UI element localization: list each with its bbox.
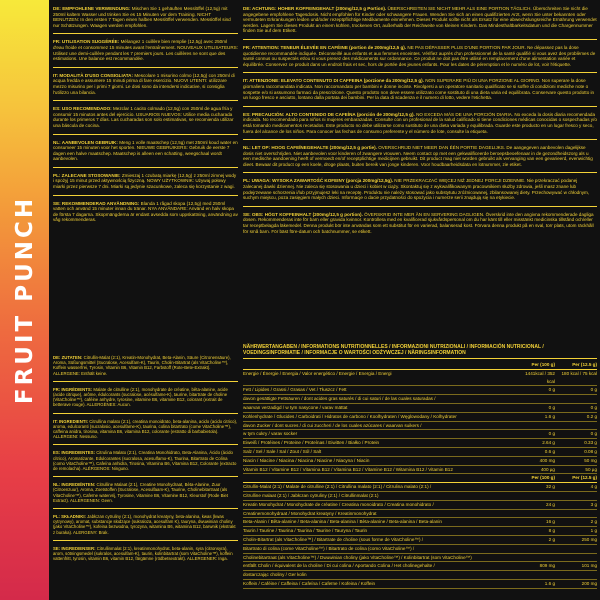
divider [53, 134, 238, 135]
ingredient-heading: FR: INGRÉDIENTS: [53, 386, 93, 392]
value-per-serving: 101 mg [581, 563, 597, 569]
usage-paragraph [53, 106, 238, 128]
divider [53, 381, 238, 382]
warning-paragraph [243, 78, 597, 100]
warning-heading: FR: ATTENTION: TENEUR ÉLEVÉE EN CAFÉINE (portion de 200mg/12,5 g). [243, 44, 407, 50]
nutrition-row [243, 395, 597, 404]
divider [53, 67, 238, 68]
usage-text: Zmieszaj 1 czubatą miarkę (12,5g) z 250ml zimnej wody i spożyj 15 minut przed aktywnością fizyczną. NOWY UŻYTKOWNIK: Używaj połowy miarki przez pierwsze 7 dni. Miarki są jedynie szacunkowe, zaleca się korzystanie z wagi. [53, 172, 237, 190]
ingredient-text: Citrulina Malato (2:1), Creatina Monohidrato, Beta-Alanina, Ácido (ácido cítrico), Aromatizante, Edulcorantes (sucralosa, acesulfamo-K), Taurina, Bitartrato de Colina (como VitaCholine™), Cafeína anhidra, Tirosina, Vitamina B6, Vitamina B12, Colorante (extracto de remolacha). ALÉRGENOS: Ninguno. [53, 450, 237, 472]
nutrition-table [243, 344, 597, 589]
nutrition-row [243, 413, 597, 422]
ingredient-text: Citrulline Malaat (2:1), Creatine Monohydraat, Bèta-Alanine, Zuur (Citroenzuur), Aroma, Zoetstoffen (Sucralose, Acesulfaam-K), Taurine, Cholinebitartraat (als VitaCholine™), Cafeïne watervrij, Tyrosine, Vitamine B6, Vitamine B12, Kleurstof (Rode Biet Extract). ALLERGENEN: Geen. [53, 482, 228, 503]
value-per-100g [517, 554, 555, 562]
usage-text: Meng 1 volle maatschep (12,5g) met 250ml koud water en consumeer 15 minuten voor het sporten. NIEUWE GEBRUIKERS: Gebruik de eerste 7 dagen een halve maatschep. Maatschep is alleen een schatting, weegschaal wordt aanbevolen. [53, 139, 238, 162]
usage-text: Mescolare 1 misurino colmo (12,5g) con 250ml di acqua fredda e assumere 15 minuti prima di fare esercizio. NUOVI UTENTI: utilizzare mezzo misurino per i primi 7 giorni. Le dosi sono da intendersi indicative, si consiglia l'utilizzo una bilancia. [53, 72, 235, 95]
warning-heading: IT: ATTENZIONE: ELEVATO CONTENUTO DI CAFFEINA (porzione da 200mg/12,5 g). [243, 78, 424, 84]
value-per-serving [555, 545, 597, 553]
ingredient-heading: ES: INGREDIENTES: [53, 450, 96, 456]
ingredient-heading: NL: INGREDIËNTEN: [53, 482, 96, 488]
value-per-100g [517, 492, 555, 500]
ingredient-paragraph [53, 419, 238, 440]
nutrient-label: Koffein / Caféine / Caffeina / Cafeína / Cafeïne / Kofeina / Koffein [243, 580, 376, 586]
nutrition-column-headers [243, 361, 597, 370]
nutrition-row [243, 439, 597, 448]
nutrition-row [243, 457, 597, 466]
col-per-serving: Per (12.5 g) [572, 362, 597, 367]
value-per-100g: 0 g [548, 431, 555, 437]
value-per-serving: 200 mg [581, 580, 597, 586]
divider [53, 444, 238, 445]
usage-column [53, 6, 238, 227]
ingredients-section [53, 355, 238, 565]
value-per-serving [555, 571, 597, 579]
nutrition-row [243, 510, 597, 519]
ingredient-heading: PL: SKŁADNIKI: [53, 514, 86, 520]
value-per-100g [517, 571, 555, 579]
nutrition-row [243, 518, 597, 527]
value-per-serving: 0.08 g [584, 448, 597, 454]
usage-paragraph [53, 173, 238, 190]
value-per-100g: 0 g [548, 387, 555, 393]
nutrient-label: Citrullin-Malat (2:1) / Malate de citrulline (2:1) / Citrullina malato (2:1) / Citrulina malato (2:1) / [243, 484, 432, 490]
usage-heading: PL: ZALECANE STOSOWANIE: [53, 172, 121, 178]
nutrient-label: Energie / Énergie / Energia / Valor energético / Energie / Energia / Energi [243, 370, 392, 376]
value-per-serving: 180 kcal / 75 kcal [561, 370, 597, 376]
product-name: FRUIT PUNCH [11, 195, 38, 405]
value-per-100g: 1441kcal / 352 kcal [525, 370, 555, 384]
nutrient-label: Kreatin Monohydrat / Monohydrate de créatine / Creatina monoidrato / Creatina monohidrato / [243, 501, 434, 507]
nutrient-label: w tym cukry / varav socker [243, 431, 298, 437]
usage-paragraph [53, 6, 238, 28]
col-per-serving: Per (12.5 g) [572, 475, 597, 481]
nutrient-label: Citrulline malaat (2:1) / Jabłczan cytruliny (2:1) / Citrullinmalat (2:1) [243, 492, 379, 498]
nutrition-row [243, 501, 597, 510]
value-per-100g: 400 mg [539, 457, 555, 463]
value-per-serving: 0.2 g [586, 413, 597, 419]
value-per-100g: 24 g [546, 501, 555, 507]
value-per-100g: 32 g [546, 484, 555, 490]
ingredient-heading: IT: INGREDIENTI: [53, 418, 89, 424]
nutrient-label: Cholinebitartraat (als VitaCholine™) / Dwuwinian choliny (jako VitaCholine™) / Kolinbitartrat (som VitaCholine™) [243, 554, 472, 560]
ingredient-text: Malate de citrulline (2:1), monohydrate de créatine, bêta-alanine, acide (acide citrique), arôme, édulcorants (sucralose, acésulfame-K), taurine, bitartrate de choline (VitaCholine™), caféine anhydre, tyrosine, vitamine B6, vitamine B12, colorant (extrait de betterave rouge). ALLERGÈNES: Aucun. [53, 386, 228, 408]
value-per-100g: 1.6 g [544, 413, 555, 419]
divider [53, 195, 238, 196]
value-per-serving: 2 g [590, 519, 597, 525]
value-per-100g: 8 g [548, 528, 555, 534]
nutrient-label: Creatinemonohydraat / Monohydrat kreatyny / Kreatinmonohydrat [243, 510, 377, 516]
value-per-100g: 809 mg [539, 563, 555, 569]
warning-paragraph [243, 6, 597, 34]
divider [243, 206, 597, 207]
value-per-serving: 0 g [590, 387, 597, 393]
value-per-serving: 50 µg [585, 466, 597, 472]
ingredient-heading: DE: ZUTATEN: [53, 355, 83, 360]
nutrition-header: NÄHRWERTANGABEN / INFORMATIONS NUTRITIONNELLES / INFORMAZIONI NUTRIZIONALI / INFORMACIÓN NUTRICIONAL / VOEDINGSINFORMATIE / INFORMACJE O WARTOŚCI ODŻYWCZEJ / NÄRINGSINFORMATION [243, 344, 597, 359]
value-per-100g: 2.64 g [542, 440, 555, 446]
warning-paragraph [243, 45, 597, 67]
brand-stripe [0, 0, 49, 600]
value-per-serving [555, 554, 597, 562]
nutrition-row [243, 562, 597, 571]
ingredient-heading: SE: INGREDIENSER: [53, 545, 96, 551]
nutrition-row [243, 370, 597, 387]
nutrition-row [243, 536, 597, 545]
ingredient-text: Citrullina malato (2:1), creatina monoidrato, beta-alanina, acido (acido citrico), aroma, edulcoranti (sucralosio, acesulfame-K), taurina, colina bitartrato (come VitaCholine™), caffeina anidra, tirosina, vitamina B6, vitamina B12, colorante (estratto di barbabietola). ALLERGENI: Nessuno. [53, 418, 238, 440]
nutrient-label: Bitartrato di colina (come VitaCholine™) / Bitartrato de colina (como VitaCholine™) / [243, 545, 415, 551]
nutrition-row [243, 448, 597, 457]
value-per-serving [555, 492, 597, 500]
nutrient-label: Eiweiß / Protéines / Proteine / Proteínas / Eiwitten / Białko / Protein [243, 440, 380, 446]
divider [243, 139, 597, 140]
usage-paragraph [53, 73, 238, 95]
value-per-serving: 4 g [590, 484, 597, 490]
nutrition-row [243, 404, 597, 413]
warning-heading: PL: UWAGA: WYSOKA ZAWARTOŚĆ KOFEINY (porcja 200mg/12,5g). [243, 178, 393, 184]
ingredient-paragraph [53, 482, 238, 503]
warnings-column [243, 6, 597, 254]
value-per-serving: 3 g [590, 501, 597, 507]
usage-heading: DE: EMPFOHLENE VERWENDUNG: [53, 6, 131, 11]
nutrition-row [243, 580, 597, 589]
usage-paragraph [53, 39, 238, 61]
value-per-100g: 0 g [548, 404, 555, 410]
value-per-100g: 1.6 g [544, 580, 555, 586]
value-per-100g: 2 g [548, 536, 555, 542]
nutrient-label: Vitamin B12 / Vitamine B12 / Vitamina B12 / Vitamina B12 / Vitamine B12 / Witamina B12 / Vitamin B12 [243, 466, 453, 472]
nutrition-row [243, 545, 597, 554]
usage-text: Mezclar 1 cacito colmado (12,5g) con 250ml de agua fría y consumir 15 minutos antes del ejercicio. USUARIOS NUEVOS: Utilice media cucharada durante los primeros 7 días. Las cucharadas son solo estimativas, se recomienda utilizar una báscula de cocina. [53, 106, 234, 128]
value-per-serving: 50 mg [584, 457, 597, 463]
warning-text: NO EXCEDA MÁS DE UNA PORCIÓN DIARIA. No exceda la dosis diaria recomendada indicada. No recomendado para niños ni mujeres embarazadas. Consulte con un profesional de la salud calificado si tiene condiciones médicas conocidas o sospechadas y/o está tomando medicamentos recetados. Este producto no debe utilizarse como sustituto de una dieta variada y equilibrada. Guarde este producto en un lugar fresco y seco, fuera del alcance de los niños. Para conocer las fechas de consumo preferente y el número de lote, consulte la etiqueta. [243, 111, 597, 134]
warning-heading: NL: LET OP: HOOG CAFEÏNEGEHALTE (200mg/12,5 g portie). [243, 145, 377, 151]
usage-paragraph [53, 201, 238, 223]
divider [243, 72, 597, 73]
value-per-100g [517, 422, 555, 430]
nutrient-label: Cholin-Bitartrat (als VitaCholine™) / Bitartrate de choline (sous forme de VitaCholine™) / [243, 536, 424, 542]
divider [53, 100, 238, 101]
nutrient-label: entfällt Cholin / équivalent de la choline / Di cui colina / Aportando Colina / Het cholinegehalte / [243, 563, 435, 569]
value-per-serving [555, 395, 597, 403]
warning-heading: DE: ACHTUNG: HOHER KOFFEINGEHALT (200mg/12,5 g Portion). [243, 6, 387, 11]
nutrition-row [243, 571, 597, 580]
value-per-100g: 400 µg [540, 466, 555, 472]
value-per-100g [517, 510, 555, 518]
divider [53, 476, 238, 477]
divider [243, 172, 597, 173]
value-per-serving [555, 422, 597, 430]
value-per-serving [555, 510, 597, 518]
value-per-100g [517, 395, 555, 403]
nutrient-label: davon Zucker / dont sucres / di cui zuccheri / de los cuales azúcares / waarvan suikers / [243, 422, 422, 428]
usage-heading: NL: AANBEVOLEN GEBRUIK: [53, 139, 118, 145]
nutrient-label: dostarczając choliny / Ger kolin [243, 572, 307, 578]
value-per-serving: 0 g [590, 404, 597, 410]
value-per-serving: 250 mg [581, 536, 597, 542]
usage-paragraph [53, 140, 238, 162]
usage-heading: ES: USO RECOMENDADO: [53, 106, 112, 112]
nutrition-row [243, 527, 597, 536]
usage-text: Blanda 1 rågad skopa (12,5g) med 250ml vatten och använd 15 minuter innan du tränar. NYA ANVÄNDARE: Använd en halv skopa de första 7 dagarna. Skopmängderna är endast avsedda som uppskattning, användning av våg rekommenderas. [53, 200, 238, 223]
nutrient-label: Kohlenhydrate / Glucides / Carboidrati / Hidratos de carbono / Koolhydraten / Węglowodany / Kolhydrater [243, 413, 457, 419]
nutrient-label: Niacin / Niacine / Niacina / Niacina / Niacine / Niacyna / Niacin [243, 457, 370, 463]
warning-paragraph [243, 178, 597, 200]
value-per-100g: 16 g [546, 519, 555, 525]
nutrient-label: waarvan verzadigd / w tym nasycone / varav mättat [243, 404, 348, 410]
divider [53, 413, 238, 414]
usage-text: Mélangez 1 cuillère bien remplie (12,5g) avec 250ml d'eau froide et consommez 15 minutes avant l'entraînement. NOUVEAUX UTILISATEURS: Utilisez une demi-cuillère pendant les 7 premiers jours. Les cuillères ne sont que des estimations. Une balance est recommandée. [53, 39, 238, 62]
warning-text: NIE PRZEKRACZAĆ WIĘCEJ NIŻ JEDNEJ PORCJI DZIENNIE. Nie przekraczać podanej zalecanej dawki dziennej. Nie zaleca się stosowania u dzieci i kobiet w ciąży. Skontaktuj się z wykwalifikowanym pracownikiem służby zdrowia, jeśli masz znane lub podejrzewane schorzenia i/lub przyjmujesz leki na receptę. Produktu nie należy stosować jako substytutu zróżnicowanej, zbilansowanej diety. Przechowywać w chłodnym, suchym miejscu, poza zasięgiem małych dzieci. Informacje o dacie przydatności do spożycia i numerze serii znajdują się na etykiecie. [243, 178, 590, 201]
value-per-serving: 0 g [590, 431, 597, 437]
divider [243, 106, 597, 107]
value-per-100g: 0.6 g [544, 448, 555, 454]
divider [53, 33, 238, 34]
col-per-100g: Per (100 g) [531, 475, 555, 481]
ingredient-paragraph [53, 355, 238, 376]
value-per-serving: 1 g [590, 528, 597, 534]
ingredient-text: Jabłczan cytruliny (2:1), monohydrat kreatyny, beta-alanina, kwas (kwas cytrynowy), aromat, substancje słodzące (sukraloza, acesulfam K), tauryna, dwuwinian choliny (jako VitaCholine™), kofeina bezwodna, tyrozyna, witamina B6, witamina B12, barwnik (ekstrakt z buraka). ALERGENY: Brak. [53, 514, 236, 535]
value-per-100g [517, 545, 555, 553]
nutrient-label: Beta-Alanin / Bêta-alanine / Beta-alanina / Beta-alanina / Bèta-alanine / Beta-alanina / Beta-alanin [243, 519, 442, 525]
usage-text: Mischen Sie 1 gehäuften Messlöffel (12,5g) mit 250ml kaltem Wasser und trinken Sie es 15 Minuten vor dem Training. NICHT BENUTZEN: In den ersten 7 Tagen einen halben Messlöffel verwenden. Messlöffel sind nur Schätzungen. Waagen werden empfohlen. [53, 6, 231, 28]
warning-text: NON SUPERARE PIÙ DI UNA PORZIONE AL GIORNO. Non superare la dose giornaliera raccomandata indicata. Non raccomandato per bambini e donne incinte. Rivolgersi a un operatore sanitario qualificato se si soffre di condizioni mediche note o sospette e/o si assumono farmaci da prescrizione. Questo prodotto non deve essere utilizzato come sostituto di una dieta varia ed equilibrata. Conservare questo prodotto in un luogo fresco e asciutto, lontano dalla portata dei bambini. Per la data di scadenza e il numero di lotto, vedere l'etichetta. [243, 78, 595, 101]
warning-heading: ES: PRECAUCIÓN: ALTO CONTENIDO DE CAFEÍNA (porción de 200mg/12,5 g). [243, 111, 415, 117]
nutrition-row [243, 386, 597, 395]
warning-paragraph [243, 212, 597, 234]
warning-text: OVERSCHRIJD NIET MEER DAN ÉÉN PORTIE DAGELIJKS. De aangegeven aanbevolen dagelijkse dosis niet overschrijden. Niet aanbevolen voor kinderen of zwangere vrouwen. Neem contact op met een gekwalificeerde beroepsbeoefenaar in de gezondheidszorg als u een medische aandoening heeft of vermoedt en/of receptplichtige medicijnen gebruikt. Dit product mag niet worden gebruikt als vervanging van een gevarieerd, evenwichtig dieet. Bewaar dit product op een koele, droge plaats, buiten bereik van jonge kinderen. Voor houdbaarheidsdata en lotnummer, zie etiket. [243, 145, 593, 167]
usage-heading: FR: UTILISATION SUGGÉRÉE: [53, 39, 120, 45]
ingredient-text: Citrullinmalat (2:1), kreatinmonohydrat, beta-alanin, syra (citronsyra), arom, sötningsmedel (sukralos, acesulfam-K), taurin, kolinbitartrat (som VitaCholine™), koffein vattenfritt, tyrosin, vitamin B6, vitamin B12, färgämne (rödbetsextrakt). ALLERGENER: Inga. [53, 545, 233, 562]
divider [53, 540, 238, 541]
nutrient-label: davon gesättigte Fettsäuren / dont acides gras saturés / di cui saturi / de las cuales saturadas / [243, 396, 436, 402]
ingredient-paragraph [53, 450, 238, 471]
nutrient-label: Salz / Sel / Sale / Sal / Zout / Sól / Salt [243, 448, 322, 454]
ingredient-paragraph [53, 387, 238, 408]
nutrition-row [243, 492, 597, 501]
nutrient-label: Fett / Lipides / Grassi / Grasas / Vet / Tłuszcz / Fett [243, 387, 347, 393]
nutrition-row [243, 554, 597, 563]
divider [53, 167, 238, 168]
col-per-100g: Per (100 g) [531, 362, 555, 367]
warning-heading: SE: OBS: HÖGT KOFFEINHALT (200mg/12,5 g portion). [243, 211, 363, 217]
warning-paragraph [243, 145, 597, 167]
nutrition-row [243, 422, 597, 431]
nutrition-row [243, 466, 597, 475]
nutrition-row [243, 430, 597, 439]
divider [53, 508, 238, 509]
warning-paragraph [243, 112, 597, 134]
usage-heading: IT: MODALITÀ D'USO CONSIGLIATA: [53, 72, 134, 78]
value-per-serving: 0.33 g [584, 440, 597, 446]
warning-text: NE PAS DÉPASSER PLUS D'UNE PORTION PAR JOUR. Ne dépassez pas la dose quotidienne recommandée indiquée. Déconseillé aux enfants et aux femmes enceintes. Vérifiez auprès d'un professionnel de la santé qualifié si vous avez des problèmes de santé connus ou suspectés et/ou si vous prenez des médicaments sur ordonnance. Ce produit ne doit pas être utilisé en remplacement d'une alimentation variée et équilibrée. Conservez ce produit dans un endroit frais et sec, hors de portée des jeunes enfants. Pour les dates de péremption et le numéro de lot, voir l'étiquette. [243, 44, 596, 67]
nutrition-row [243, 483, 597, 492]
ingredient-text: Citrullin-Malat (2:1), Kreatin-Monohydrat, Beta-Alanin, Säure (Citronensäure), Aroma, Süßungsmittel (Sucralose, Acesulfam-K), Taurin, Cholin-Bitartrat (als VitaCholine™), Koffein wasserfrei, Tyrosin, Vitamin B6, Vitamin B12, Farbstoff (Rote-Bete-Extrakt). ALLERGENE: Enthält keine. [53, 355, 231, 376]
ingredient-paragraph [53, 546, 238, 562]
nutrition-column-headers-2 [243, 474, 597, 483]
divider [243, 39, 597, 40]
nutrient-label: Taurin / Taurine / Taurina / Taurina / Taurine / Tauryna / Taurin [243, 528, 368, 534]
warning-text: ÖVERSKRID INTE MER ÄN EN SERVERING DAGLIGEN. Överskrid inte den angivna rekommenderade dagliga dosen. Rekommenderas inte för barn eller gravida kvinnor. Kontrollera med en kvalificerad sjukvårdspersonal om du har känt till eller misstänkt medicinska tillstånd och/eller tar receptbelagda läkemedel. Denna produkt bör inte användas som ett substitut för en varierad, balanserad kost. Förvara denna produkt på en sval, torr plats, utom räckhåll för små barn. För bäst före-datum och batchnummer, se etikett. [243, 211, 594, 234]
warning-text: ÜBERSCHREITEN SIE NICHT MEHR ALS EINE PORTION TÄGLICH. Überschreiten Sie nicht die angegebene empfohlene Tagesdosis. Nicht empfohlen für Kinder oder schwangere Frauen. Wenden Sie sich an einen qualifizierten Arzt, wenn Sie unter bekannten oder vermuteten Erkrankungen leiden und/oder rezeptpflichtige Medikamente einnehmen. Dieses Produkt sollte nicht als Ersatz für eine abwechslungsreiche Ernährung verwendet werden. Lagern Sie dieses Produkt an einem kühlen, trockenen Ort, außerhalb der Reichweite von kleinen Kindern. Das Mindesthaltbarkeitsdatum und die Chargennummer finden Sie auf dem Etikett. [243, 6, 597, 34]
ingredient-paragraph [53, 514, 238, 535]
usage-heading: SE: REKOMMENDERAD ANVÄNDNING: [53, 200, 140, 206]
